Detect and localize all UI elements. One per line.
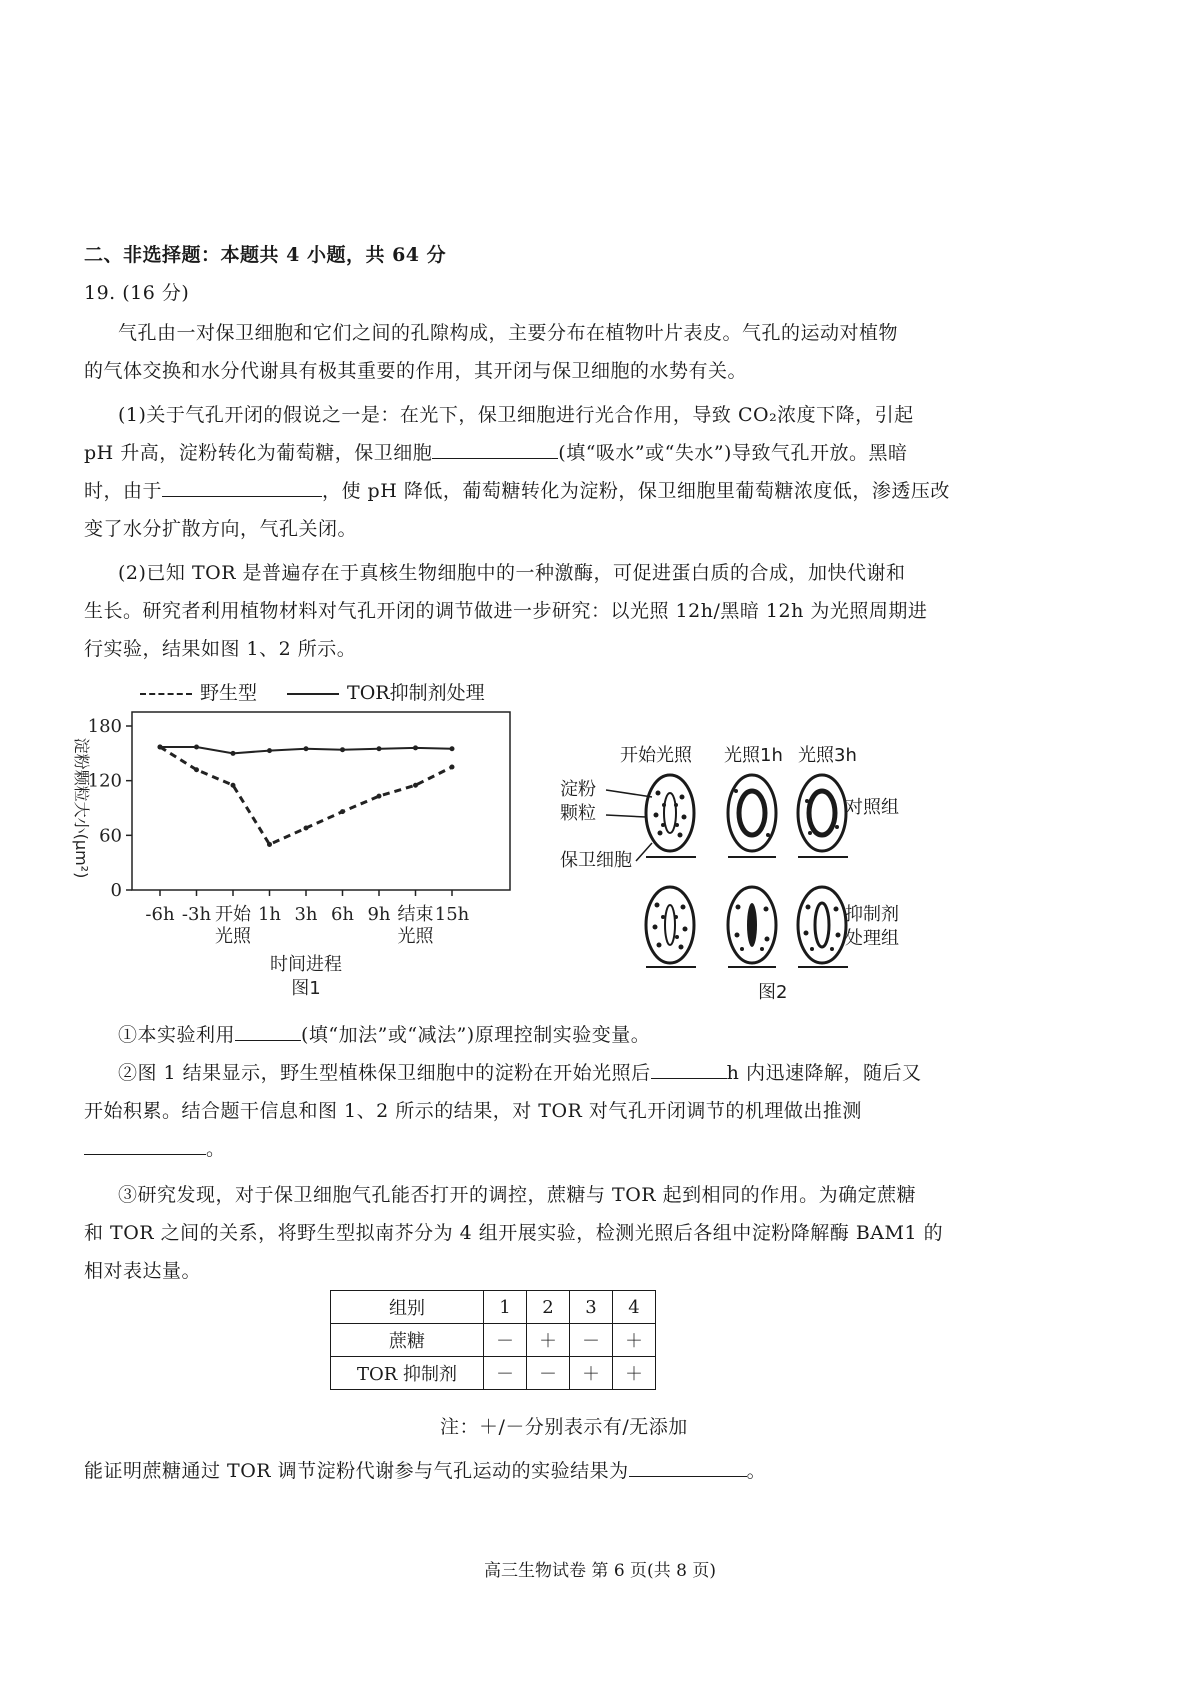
sub-1 [118, 1020, 650, 1047]
answer-blank[interactable] [629, 1458, 747, 1477]
fig2-col-label-2: 光照1h [724, 745, 783, 766]
fig2-col-label-3: 光照3h [798, 745, 857, 766]
data-point [377, 794, 382, 799]
y-axis-label: 淀粉颗粒大小(μm²) [72, 737, 91, 879]
question-number: 19. (16 分) [84, 282, 190, 304]
data-point [450, 765, 455, 770]
guard-cell-control-3h [798, 775, 848, 857]
x-axis-label: 时间进程 [270, 954, 342, 975]
x-tick-label: -3h [181, 904, 212, 925]
y-tick-label: 0 [110, 880, 122, 901]
page-footer: 高三生物试卷 第 6 页(共 8 页) [484, 1561, 716, 1581]
answer-blank[interactable] [651, 1060, 727, 1079]
figure-1-caption: 图1 [291, 978, 321, 996]
table-cell: ＋ [570, 1357, 613, 1390]
figure-1-chart [60, 706, 530, 996]
fig2-guard-label: 保卫细胞 [560, 850, 632, 871]
sub-2-line-2: 开始积累。结合题干信息和图 1、2 所示的结果，对 TOR 对气孔开闭调节的机理做出推测 [84, 1100, 862, 1122]
q2-line-1: (2)已知 TOR 是普遍存在于真核生物细胞中的一种激酶，可促进蛋白质的合成，加快代谢和 [118, 562, 906, 584]
table-cell: － [527, 1357, 570, 1390]
y-tick-label: 180 [87, 716, 122, 737]
table-header-cell: 4 [613, 1291, 656, 1324]
fig2-starch-label-1: 淀粉 [560, 779, 596, 800]
final-question [84, 1456, 766, 1483]
fig2-row-label-inhibitor-2: 处理组 [845, 928, 899, 949]
final-b: 。 [746, 1460, 767, 1482]
sub-1b: (填“加法”或“减法”)原理控制实验变量。 [301, 1024, 651, 1046]
x-tick-label: 6h [330, 904, 355, 925]
guard-cell-inhibitor-0h [646, 887, 696, 967]
plot-frame [132, 712, 510, 890]
sub-3-line-1: ③研究发现，对于保卫细胞气孔能否打开的调控，蔗糖与 TOR 起到相同的作用。为确定蔗糖 [118, 1184, 917, 1206]
table-row [331, 1291, 656, 1324]
x-tick-label: 结束 [397, 904, 434, 925]
q1-line-3a: 时，由于 [84, 480, 163, 502]
figure-2-diagram [560, 735, 920, 985]
fig2-row-label-control: 对照组 [845, 797, 899, 818]
chart-legend [140, 678, 485, 705]
sub-3-line-3: 相对表达量。 [84, 1260, 202, 1282]
sub-2d: 。 [206, 1138, 226, 1160]
table-cell: ＋ [527, 1324, 570, 1357]
guard-cell-control-1h [728, 775, 776, 857]
table-header-cell: 1 [484, 1291, 527, 1324]
final-a: 能证明蔗糖通过 TOR 调节淀粉代谢参与气孔运动的实验结果为 [84, 1460, 629, 1482]
sub-2b: h 内迅速降解，随后又 [726, 1062, 922, 1084]
legend-series-1: 野生型 [200, 682, 258, 704]
data-point [340, 809, 345, 814]
table-cell: － [484, 1324, 527, 1357]
table-row [331, 1324, 656, 1357]
x-tick-label: 9h [367, 904, 391, 925]
table-header-cell: 组别 [331, 1291, 484, 1324]
legend-dashed-line [140, 693, 192, 695]
table-cell: ＋ [613, 1324, 656, 1357]
x-tick-label: 光照 [397, 926, 434, 947]
q1-line-2b: (填“吸水”或“失水”)导致气孔开放。黑暗 [558, 442, 908, 464]
sub-3-line-2: 和 TOR 之间的关系，将野生型拟南芥分为 4 组开展实验，检测光照后各组中淀粉降解酶 BAM1 的 [84, 1222, 944, 1244]
x-tick-label: -6h [145, 904, 175, 925]
table-cell: ＋ [613, 1357, 656, 1390]
fig2-col-label-1: 开始光照 [620, 745, 692, 766]
data-point [194, 744, 199, 749]
sub-2a: ②图 1 结果显示，野生型植株保卫细胞中的淀粉在开始光照后 [118, 1062, 651, 1084]
intro-line-1: 气孔由一对保卫细胞和它们之间的孔隙构成，主要分布在植物叶片表皮。气孔的运动对植物 [118, 322, 899, 344]
data-point [450, 746, 455, 751]
q1-line-3b: ，使 pH 降低，葡萄糖转化为淀粉，保卫细胞里葡萄糖浓度低，渗透压改 [322, 480, 950, 502]
q1-line-3 [84, 476, 950, 503]
section-title: 二、非选择题：本题共 4 小题，共 64 分 [84, 244, 447, 266]
intro-line-2: 的气体交换和水分代谢具有极其重要的作用，其开闭与保卫细胞的水势有关。 [84, 360, 748, 382]
experiment-groups-table [330, 1290, 656, 1390]
table-note: 注：＋/－分别表示有/无添加 [440, 1416, 688, 1438]
y-tick-label: 60 [99, 825, 122, 847]
x-tick-label: 开始 [215, 904, 251, 925]
q2-line-3: 行实验，结果如图 1、2 所示。 [84, 638, 357, 660]
sub-2-line-1 [118, 1058, 921, 1085]
answer-blank[interactable] [162, 478, 322, 497]
q1-line-2 [84, 438, 907, 465]
table-header-cell: 2 [527, 1291, 570, 1324]
answer-blank[interactable] [432, 440, 558, 459]
answer-blank[interactable] [84, 1136, 206, 1155]
data-point [194, 767, 199, 772]
x-tick-label: 15h [434, 904, 470, 925]
y-tick-label: 120 [87, 770, 122, 792]
legend-series-2: TOR抑制剂处理 [347, 682, 485, 704]
guard-cell-inhibitor-3h [798, 887, 848, 967]
data-point [231, 751, 236, 756]
legend-solid-line [287, 693, 339, 695]
data-point [340, 747, 345, 752]
guard-cell-control-0h [646, 775, 696, 857]
q1-line-2a: pH 升高，淀粉转化为葡萄糖，保卫细胞 [84, 442, 433, 464]
data-point [413, 745, 418, 750]
table-row [331, 1357, 656, 1390]
figure-2-caption: 图2 [758, 982, 788, 1003]
q1-line-1: (1)关于气孔开闭的假说之一是：在光下，保卫细胞进行光合作用，导致 CO₂浓度下降，引起 [118, 404, 914, 426]
data-point [158, 744, 163, 749]
fig2-starch-label-2: 颗粒 [560, 803, 596, 824]
x-tick-label: 3h [294, 904, 318, 925]
q1-line-4: 变了水分扩散方向，气孔关闭。 [84, 518, 358, 540]
data-point [304, 826, 309, 831]
data-point [267, 748, 272, 753]
table-cell: － [570, 1324, 613, 1357]
data-point [267, 842, 272, 847]
guard-cell-inhibitor-1h [728, 887, 776, 967]
x-tick-label: 1h [257, 904, 282, 925]
table-cell: － [484, 1357, 527, 1390]
answer-blank[interactable] [235, 1022, 301, 1041]
table-header-cell: 3 [570, 1291, 613, 1324]
sub-1a: ①本实验利用 [118, 1024, 236, 1046]
x-tick-label: 光照 [215, 926, 251, 947]
data-point [413, 783, 418, 788]
fig2-row-label-inhibitor-1: 抑制剂 [845, 904, 899, 925]
table-row-label: 蔗糖 [331, 1324, 484, 1357]
table-row-label: TOR 抑制剂 [331, 1357, 484, 1390]
q2-line-2: 生长。研究者利用植物材料对气孔开闭的调节做进一步研究：以光照 12h/黑暗 12h 为光照周期进 [84, 600, 928, 622]
sub-2-line-3 [84, 1134, 226, 1161]
data-point [304, 746, 309, 751]
data-point [377, 746, 382, 751]
data-point [231, 783, 236, 788]
